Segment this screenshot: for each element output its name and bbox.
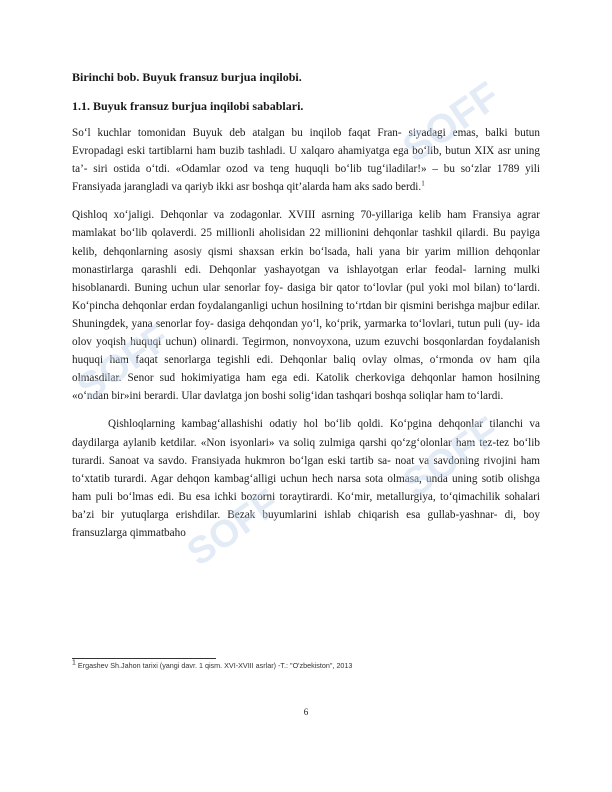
- watermark: SOFF: [395, 73, 508, 172]
- paragraph-1-text: So‘l kuchlar tomonidan Buyuk deb atalgan bu inqilob faqat Fran- siyadagi emas, balki butun Evropadagi eski tartiblarni ham buzib tashladi. U xalqaro ahamiyatga ega bo‘lib, butun XIX asr uning ta’- siri ostida o‘tdi. «Odamlar ozod va teng huquqli bo‘lib tug‘iladilar!» – bu so‘zlar 1789 yili Fransiyada jarangladi va qariyb ikki asr boshqa qit’alarda ham aks sado berdi.: [72, 127, 540, 194]
- footnote-reference[interactable]: 1: [421, 179, 425, 188]
- footnote-text: Ergashev Sh.Jahon tarixi (yangi davr. 1 qism. XVI-XVIII asrlar) -T.: "O'zbekiston", 2013: [77, 661, 353, 670]
- footnote-marker: 1: [72, 659, 76, 667]
- paragraph-1: [72, 124, 540, 196]
- section-heading: 1.1. Buyuk fransuz burjua inqilobi sabablari.: [72, 99, 304, 113]
- paragraph-2: Qishloq xo‘jaligi. Dehqonlar va zodagonlar. XVIII asrning 70-yillariga kelib ham Fransiya agrar mamlakat bo‘lib qolaverdi. 25 millionli aholisidan 22 millionini dehqonlar tashkil qilardi. Bu payiga kelib, dehqonlarning asosiy qismi shaxsan erkin bo‘lsada, hali yana bir yarim million dehqonlar monastirlarga qarashli edi. Dehqonlar yashayotgan va ishlayotgan erlar feodal- larning mulki hisoblanardi. Buning uchun ular senorlar foy- dasiga bir qator to‘lovlar (pul yoki mol bilan) to‘lardi. Ko‘pincha dehqonlar erdan foydalanganligi uchun hosilning to‘rtdan bir qismini berishga majbur edilar. Shuningdek, yana senorlar foy- dasiga dehqondan yo‘l, ko‘prik, yarmarka to‘lovlari, tutun puli (uy- ida olov yoqish huquqi uchun) olinardi. Tegirmon, nonvoyxona, uzum ezuvchi bosqonlardan foydalanish huquqi ham faqat senorlarga tegishli edi. Dehqonlar baliq ovlay olmas, o‘rmonda ov ham qila olmasdilar. Senor sud hokimiyatiga ham ega edi. Katolik cherkoviga dehqonlar hamon hosilning «o‘ndan bir»ini berardi. Ular davlatga jon boshi solig‘idan tashqari boshqa soliqlar ham to‘lardi.: [72, 209, 540, 403]
- paragraph-3: Qishloqlarning kambag‘allashishi odatiy hol bo‘lib qoldi. Ko‘pgina dehqonlar tilanchi va daydilarga aylanib ketdilar. «Non isyonlari» va soliq zulmiga qarshi qo‘zg‘olonlar ham tez-tez bo‘lib turardi. Sanoat va savdo. Fransiyada hukmron bo‘lgan eski tartib sa- noat va savdoning rivojini ham to‘xtatib turardi. Agar dehqon kambag‘alligi uchun hech narsa sota olmasa, unda uning sotib olishga ham puli bo‘lmas edi. Bu esa ichki bozorni toraytirardi. Ko‘mir, metallurgiya, to‘qimachilik sohalari ba’zi bir yutuqlarga erishdilar. Bezak buyumlarini ishlab chiqarish esa gullab-yashnar- di, boy fransuzlarga qimmatbaho: [72, 418, 540, 539]
- watermark: SOFF: [395, 408, 508, 507]
- chapter-heading: Birinchi bob. Buyuk fransuz burjua inqilobi.: [72, 70, 302, 84]
- page-number: 6: [303, 707, 309, 717]
- footnote-divider: [72, 658, 216, 659]
- footnote: [72, 661, 540, 671]
- watermark: SOFF: [70, 316, 178, 410]
- page-content: [72, 70, 540, 542]
- watermark: SOFF: [180, 481, 288, 575]
